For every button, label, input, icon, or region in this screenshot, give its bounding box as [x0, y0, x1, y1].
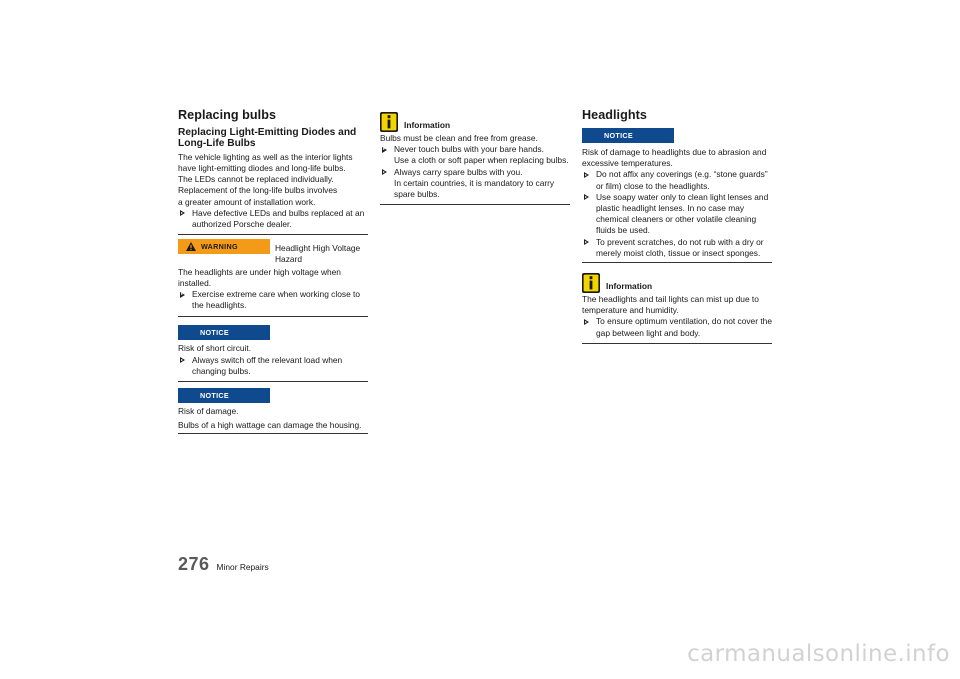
divider [178, 316, 368, 317]
info-bullet-text: Never touch bulbs with your bare hands. [394, 144, 544, 155]
info-bullet-subtext: Use a cloth or soft paper when replacing bulbs. [394, 155, 569, 166]
warning-heading: Headlight High Voltage Hazard [275, 243, 361, 265]
info-bullet-text: Always carry spare bulbs with you. [394, 166, 523, 177]
intro-bullet: Have defective LEDs and bulbs replaced at an authorized Porsche dealer. [178, 208, 368, 230]
notice-bar [178, 388, 270, 403]
info-bullet-subtext: In certain countries, it is mandatory to carry spare bulbs. [394, 177, 555, 200]
info-label: Information [404, 120, 451, 130]
info-text: Bulbs must be clean and free from grease. [380, 133, 538, 143]
notice-label: NOTICE [200, 328, 229, 338]
notice-label: NOTICE [604, 131, 633, 140]
info-header [582, 273, 772, 293]
notice-bullet: Always switch off the relevant load when changing bulbs. [178, 355, 368, 377]
warning-label: WARNING [201, 242, 238, 252]
warning-bar [178, 239, 270, 254]
info-label: Information [606, 281, 653, 292]
watermark: carmanualsonline.info [687, 641, 950, 667]
column-middle [380, 112, 570, 205]
intro-line: The vehicle lighting as well as the interior lights [178, 151, 353, 162]
section-title: Headlights [582, 108, 647, 122]
section-name: Minor Repairs [216, 562, 269, 572]
divider [178, 433, 368, 434]
intro-line: have light-emitting diodes and long-life bulbs. [178, 163, 346, 174]
warning-text: The headlights are under high voltage when installed. [178, 266, 341, 288]
information-icon [582, 273, 600, 293]
subsection-title: Replacing Light-Emitting Diodes and Long-Life Bulbs [178, 127, 357, 150]
info-bullet: To ensure optimum ventilation, do not cover the gap between light and body. [582, 316, 772, 338]
warning-box [178, 239, 368, 265]
column-right [582, 108, 772, 344]
notice-bar [582, 128, 674, 143]
divider [582, 262, 772, 263]
notice-text: Risk of short circuit. [178, 343, 252, 354]
divider [380, 204, 570, 205]
intro-line: Replacement of the long-life bulbs involves [178, 185, 338, 196]
notice-bullet: To prevent scratches, do not rub with a dry or merely moist cloth, tissue or insect sponges. [582, 237, 772, 259]
page-footer [178, 554, 269, 575]
divider [178, 234, 368, 235]
warning-bullet: Exercise extreme care when working close to the headlights. [178, 289, 368, 311]
section-title: Replacing bulbs [178, 108, 277, 122]
info-bullet [380, 167, 570, 201]
page-number: 276 [178, 554, 210, 574]
intro-line: a greater amount of installation work. [178, 196, 316, 207]
intro-paragraph [178, 152, 368, 208]
notice-bullet: Use soapy water only to clean light lenses and plastic headlight lenses. In no case may chemical cleaners or other volatile cleaning fluids be used. [582, 192, 772, 237]
column-left [178, 108, 368, 434]
info-text: The headlights and tail lights can mist up due to temperature and humidity. [582, 294, 759, 316]
divider [178, 381, 368, 382]
warning-triangle-icon [186, 242, 196, 251]
divider [582, 343, 772, 344]
info-bullet [380, 144, 570, 166]
notice-label: NOTICE [200, 391, 229, 401]
notice-text: Risk of damage to headlights due to abrasion and excessive temperatures. [582, 147, 767, 169]
information-icon [380, 112, 398, 132]
notice-bullet: Do not affix any coverings (e.g. “stone guards” or film) close to the headlights. [582, 169, 772, 191]
notice-bar [178, 325, 270, 340]
intro-line: The LEDs cannot be replaced individually. [178, 174, 334, 185]
notice-text: Risk of damage. [178, 406, 239, 417]
notice-text: Bulbs of a high wattage can damage the housing. [178, 420, 362, 431]
info-header [380, 112, 570, 132]
